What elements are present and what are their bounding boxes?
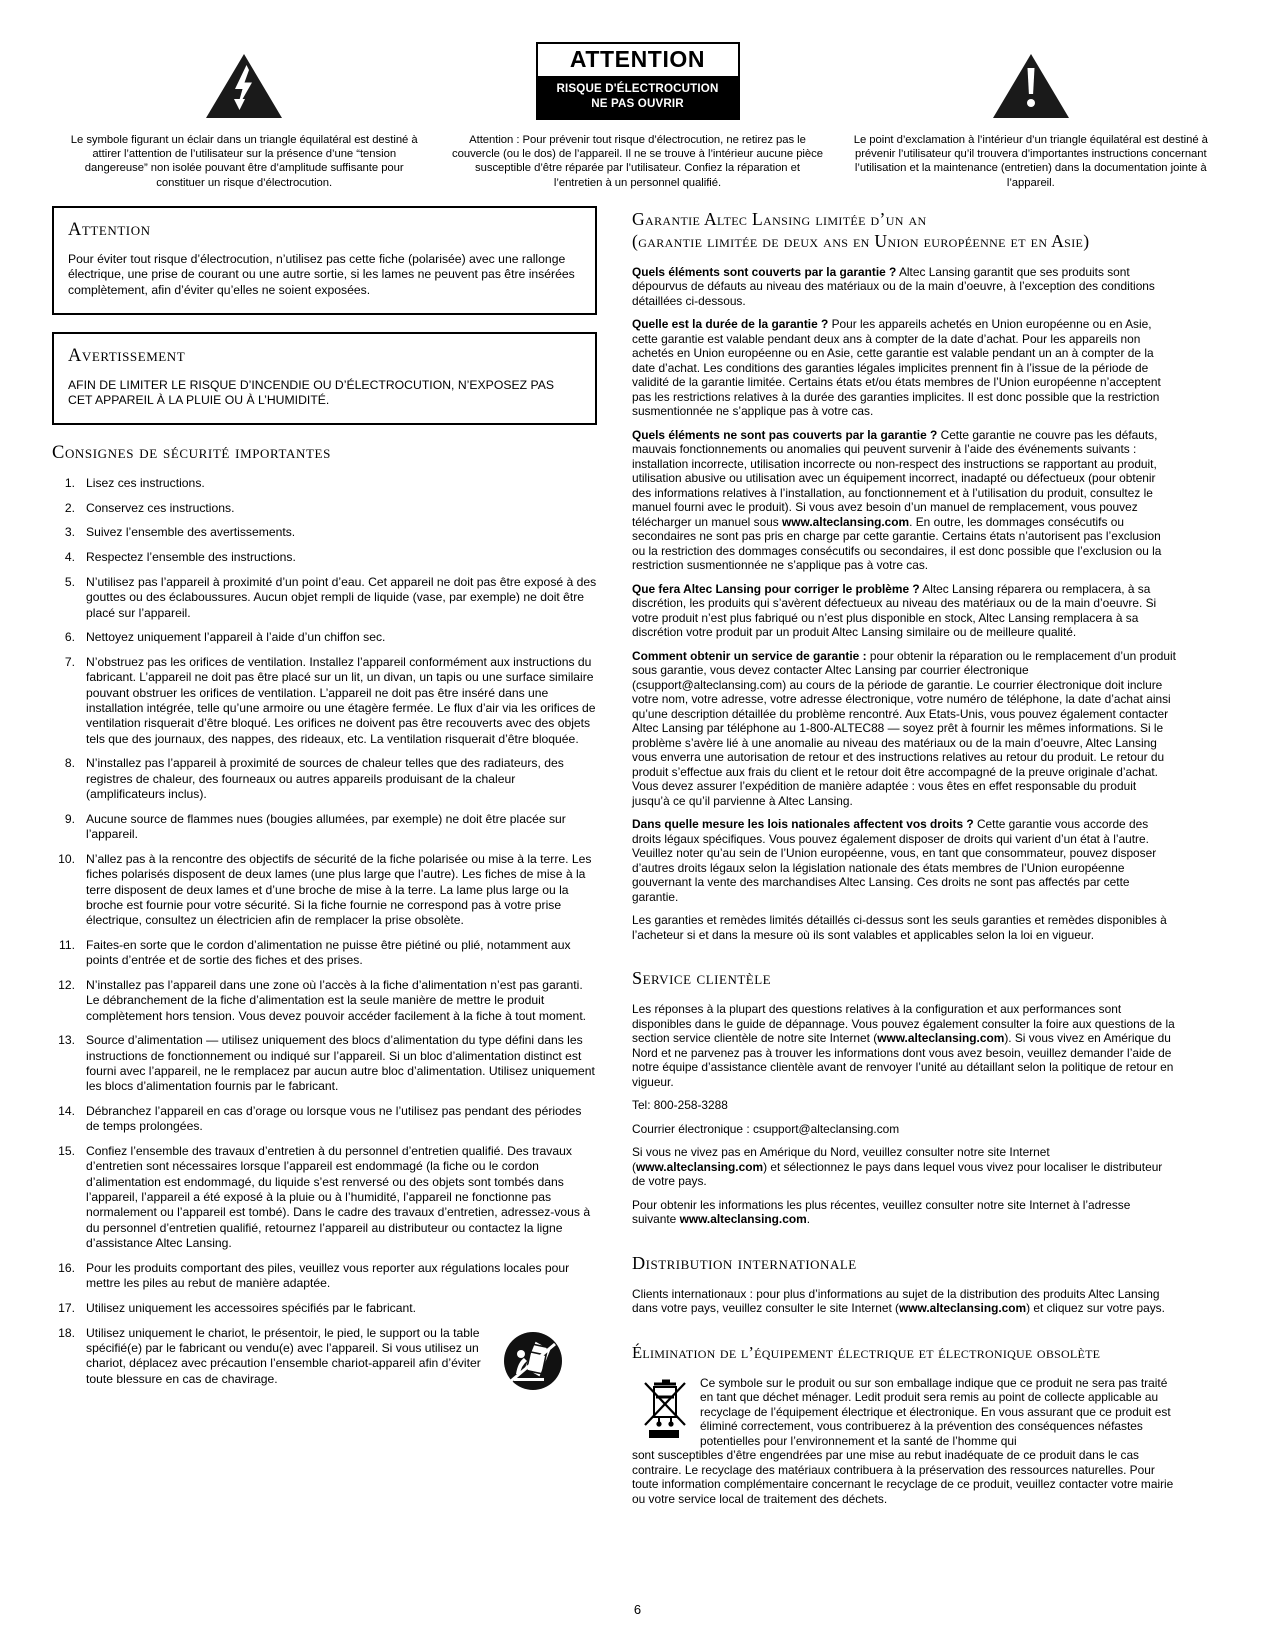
safety-list-item (52, 630, 597, 645)
weee-block (632, 1376, 1177, 1449)
safety-item-text: Confiez l’ensemble des travaux d’entretien à du personnel d’entretien qualifié. Des travaux d’entretien sont nécessaires lorsque l’appareil est endommagé (la fiche ou le cordon d’alimentation est endommagé, du liquide s’est renversé ou des objets sont tombés dans l’appareil, l’appareil a été exposé à la pluie ou à l’humidité, l’appareil ne fonctionne pas normalement ou l’appareil est tombé). Dans le cadre des travaux d’entretien, adressez-vous à du personnel d’entretien qualifié, retournez l’appareil au distributeur ou contactez la ligne d’assistance Altec Lansing. (86, 1144, 591, 1250)
warranty-paragraph-lead: Comment obtenir un service de garantie : (632, 648, 867, 663)
safety-list-item (52, 1104, 597, 1135)
warranty-paragraph (632, 265, 1177, 309)
cs-text-b: ). Si vous vivez en Amérique du Nord et ne parvenez pas à trouver les informations dont vous avez besoin, veuillez demander l’aide de notre équipe d’assistance clientèle avant de renvoyer l’unité au détaillant selon la politique de retour en vigueur. (632, 1031, 1174, 1089)
section-spacer-2 (632, 1236, 1177, 1253)
safety-item-number: 4. (64, 550, 75, 565)
safety-item-text: Conservez ces instructions. (86, 500, 235, 515)
safety-item-number: 11. (59, 937, 75, 952)
safety-item-number: 1. (64, 475, 75, 490)
dist-website: www.alteclansing.com (899, 1301, 1027, 1316)
customer-service-phone: Tel: 800-258-3288 (632, 1098, 728, 1113)
safety-item-number: 12. (58, 978, 75, 992)
safety-item-number: 18. (58, 1325, 75, 1340)
safety-item-number: 6. (64, 630, 75, 645)
dist-a: Clients internationaux : pour plus d’informations au sujet de la distribution des produits Altec Lansing dans votre pays, veuillez consulter le site Internet ( (632, 1286, 1160, 1316)
safety-item-number: 15. (58, 1144, 75, 1159)
warranty-paragraph-text: Altec Lansing garantit que ses produits sont dépourvus de défauts au niveau des matériaux ou de la main d’oeuvre, à l’exception des conditions détaillées ci-dessous. (632, 264, 1155, 308)
exclamation-mark-in-triangle-icon (992, 42, 1070, 120)
safety-item-number: 8. (64, 756, 75, 771)
safety-list-item (52, 476, 597, 491)
section-spacer-3 (632, 1325, 1177, 1342)
safety-item-text: Débranchez l’appareil en cas d’orage ou lorsque vous ne l’utilisez pas pendant des périodes de temps prolongées. (86, 1104, 582, 1134)
safety-item-text: N’installez pas l’appareil à proximité de sources de chaleur telles que des radiateurs, des registres de chaleur, des fourneaux ou autres appareils produisant de la chaleur (amplificateurs inclus). (86, 756, 564, 802)
page-number: 6 (633, 1602, 642, 1617)
lightning-symbol-caption: Le symbole figurant un éclair dans un triangle équilatéral est destiné à attirer l’attention de l’utilisateur sur la présence d’une “tension dangereuse” non isolée pouvant être d’amplitude suffisante pour constituer un risque d’électrocution. (70, 134, 418, 189)
cs-website-3: www.alteclansing.com (679, 1212, 807, 1227)
crossed-out-wheelie-bin-icon (640, 1377, 692, 1441)
warranty-paragraph (632, 817, 1177, 904)
warranty-paragraph-text: Pour les appareils achetés en Union européenne ou en Asie, cette garantie est valable pendant deux ans à compter de la date d’achat. Pour les appareils non achetés en Union européenne ou en Asie, cette garantie est valable pendant un an à compter de la date d’achat. Les conditions des garanties légales implicites prennent fin à l’issue de la période de validité de la garantie limitée. Certains états et/ou états membres de l’Union européenne n’acceptent pas les restrictions relatives à la durée des garanties implicites. Il est donc possible que la restriction susmentionnée ne s’applique pas à votre cas. (632, 317, 1161, 419)
warranty-paragraph-lead: Quels éléments ne sont pas couverts par la garantie ? (632, 427, 938, 442)
weee-text-continued: sont susceptibles d’être engendrées par une mise au rebut inadéquate de ce produit dans le cas contraire. Le recyclage des matériaux contribuera à la préservation des ressources naturelles. Pour toute information complémentaire concernant le recyclage de ce produit, veuillez contacter votre mairie ou votre service local de traitement des déchets. (632, 1448, 1174, 1506)
safety-item-text: Aucune source de flammes nues (bougies allumées, par exemple) ne doit être placée sur l’appareil. (86, 811, 566, 842)
safety-item-text: Source d’alimentation — utilisez uniquement des blocs d’alimentation du type défini dans les instructions de fonctionnement ou indiqué sur l’appareil. Si un bloc d’alimentation distinct est fourni avec l’appareil, ne le remplacez par aucun autre bloc d’alimentation. Utilisez uniquement les blocs d’alimentation fournis par le fabricant. (86, 1033, 595, 1094)
warning-notice-heading: Avertissement (68, 345, 186, 366)
safety-list-item (52, 1301, 597, 1316)
safety-item-number: 7. (64, 655, 75, 670)
warranty-title (632, 208, 1177, 253)
international-distribution-heading: Distribution internationale (632, 1252, 857, 1273)
safety-item-text: Utilisez uniquement les accessoires spécifiés par le fabricant. (86, 1300, 416, 1315)
cs-latest-b: . (806, 1212, 810, 1227)
safety-instructions-heading: Consignes de sécurité importantes (52, 442, 331, 463)
cs-website-1: www.alteclansing.com (877, 1031, 1005, 1046)
warranty-paragraph-lead: Quels éléments sont couverts par la garantie ? (632, 264, 897, 279)
exclamation-symbol-caption: Le point d’exclamation à l’intérieur d’un triangle équilatéral est destiné à prévenir l’utilisateur qu’il trouvera d’importantes instructions concernant l’utilisation et la maintenance (entretien) dans la documentation jointe à l’appareil. (853, 134, 1208, 189)
safety-item-text: Nettoyez uniquement l’appareil à l’aide d’un chiffon sec. (86, 630, 386, 645)
customer-service-email: Courrier électronique : csupport@alteclansing.com (632, 1121, 900, 1136)
attention-plate-subtitle-line2: NE PAS OUVRIR (591, 96, 684, 110)
warranty-paragraph (632, 317, 1177, 419)
warranty-paragraph-text: Cette garantie vous accorde des droits légaux spécifiques. Vous pouvez également disposer de droits qui varient d’un état à l’autre. Veuillez noter qu’au sein de l’Union européenne, vous, en tant que consommateur, pouvez disposer d’autres droits légaux selon la législation nationale des états membres de l’Union européenne gouvernant la vente des marchandises Altec Lansing. Ces droits ne sont pas affectés par cette garantie. (632, 817, 1157, 904)
customer-service-intl-paragraph (632, 1145, 1177, 1189)
safety-item-text: Utilisez uniquement le chariot, le présentoir, le pied, le support ou la table spécifié(e) par le fabricant ou vendu(e) avec l’appareil. Si vous utilisez un chariot, déplacez avec précaution l’ensemble chariot-appareil afin d’éviter toute blessure en cas de chavirage. (86, 1325, 481, 1386)
safety-item-text: Suivez l’ensemble des avertissements. (86, 525, 296, 540)
warranty-paragraph-lead: Dans quelle mesure les lois nationales affectent vos droits ? (632, 817, 974, 832)
safety-item-text: Faites-en sorte que le cordon d’alimentation ne puisse être piétiné ou plié, notamment aux points d’entrée et de sortie des fiches et des prises. (86, 937, 571, 968)
cart-tipping-warning-icon (502, 1330, 564, 1392)
warranty-paragraph-text: Les garanties et remèdes limités détaillés ci-dessus sont les seuls garanties et remèdes disponibles à l’acheteur si et dans la mesure où ils sont valables et applicables selon la loi en vigueur. (632, 913, 1167, 942)
customer-service-latest-info (632, 1198, 1177, 1227)
safety-item-text: Pour les produits comportant des piles, veuillez vous reporter aux régulations locales pour mettre les piles au rebut de manière adaptée. (86, 1260, 570, 1291)
exclamation-symbol-block (839, 42, 1223, 190)
safety-list-item (52, 1326, 597, 1387)
safety-instructions-list (52, 476, 597, 1387)
attention-plate-caption: Attention : Pour prévenir tout risque d’électrocution, ne retirez pas le couvercle (ou le dos) de l’appareil. Il ne se trouve à l’intérieur aucune pièce susceptible d’être réparée par l’utilisateur. Confiez la réparation et l’entretien à un personnel qualifié. (452, 134, 823, 189)
safety-item-text: N’allez pas à la rencontre des objectifs de sécurité de la fiche polarisée ou mise à la terre. Les fiches polarisés disposent de deux lames (une plus large que l’autre). Les fiches de mise à la terre disposent de deux lames et d’une broche de mise à la terre. La lame plus large ou la broche est fournie pour votre sécurité. Si la fiche fournie ne correspond pas à votre prise électrique, consultez un électricien afin de remplacer la prise obsolète. (86, 851, 592, 928)
safety-item-number: 16. (58, 1260, 75, 1275)
safety-item-number: 10. (58, 851, 75, 866)
lightning-bolt-in-triangle-icon (205, 42, 283, 120)
attention-plate-subtitle (538, 76, 738, 118)
safety-item-number: 2. (64, 500, 75, 515)
safety-list-item (52, 812, 597, 843)
safety-list-item (52, 501, 597, 516)
safety-item-text: N’installez pas l’appareil dans une zone où l’accès à la fiche d’alimentation n’est pas garanti. Le débranchement de la fiche d’alimentation est la seule manière de mettre le produit complètement hors tension. Vous devez pouvoir accéder facilement à la fiche à tout moment. (86, 978, 587, 1023)
safety-list-item (52, 978, 597, 1024)
safety-item-number: 3. (64, 525, 75, 540)
safety-item-text: Lisez ces instructions. (86, 475, 205, 490)
safety-list-item (52, 575, 597, 621)
safety-symbol-band (0, 0, 1275, 190)
right-column (632, 206, 1177, 1507)
safety-item-number: 17. (58, 1300, 75, 1315)
safety-item-text: N’utilisez pas l’appareil à proximité d’un point d’eau. Cet appareil ne doit pas être exposé à des gouttes ou des éclaboussures. Aucun objet rempli de liquide (vase, par exemple) ne doit être placé sur l’appareil. (86, 574, 597, 620)
safety-list-item (52, 756, 597, 802)
warranty-paragraph-text-cont: . En outre, les dommages consécutifs ou secondaires ne sont pas pris en charge par cette garantie. Certains états n’autorisent pas l’exclusion ou la restriction des dommages consécutifs ou secondaires, il est donc possible que l’exclusion ou la restriction susmentionnée ne s’applique pas à votre cas. (632, 514, 1162, 573)
warning-notice-box (52, 332, 597, 425)
weee-text-indented: Ce symbole sur le produit ou sur son emballage indique que ce produit ne sera pas traité en tant que déchet ménager. Ledit produit sera remis au point de collecte applicable au recyclage de l’équipement électrique et électronique. En vous assurant que ce produit est éliminé correctement, vous contribuerez à la prévention des conséquences néfastes potentielles pour l’environnement et la santé de l’homme qui (700, 1375, 1171, 1448)
warranty-paragraph (632, 649, 1177, 809)
cs-latest-a: Pour obtenir les informations les plus récentes, veuillez consulter notre site Internet à l’adresse suivante (632, 1197, 1131, 1227)
weee-disposal-heading: Élimination de l’équipement électrique et électronique obsolète (632, 1342, 1101, 1362)
content-columns (0, 190, 1275, 1507)
warranty-paragraph (632, 428, 1177, 573)
warranty-paragraph (632, 582, 1177, 640)
attention-plate-block (436, 42, 838, 190)
warranty-title-line2: (garantie limitée de deux ans en Union européenne et en Asie) (632, 231, 1090, 252)
safety-item-number: 5. (64, 574, 75, 589)
safety-list-item (52, 525, 597, 540)
safety-list-item (52, 550, 597, 565)
customer-service-heading: Service clientèle (632, 968, 772, 989)
safety-list-item (52, 1144, 597, 1251)
safety-list-item (52, 1033, 597, 1094)
safety-list-item (52, 938, 597, 969)
cs-website-2: www.alteclansing.com (635, 1159, 764, 1174)
international-distribution-paragraph (632, 1287, 1177, 1316)
safety-list-item (52, 852, 597, 928)
safety-item-number: 13. (58, 1033, 75, 1048)
warranty-paragraph-lead: Que fera Altec Lansing pour corriger le problème ? (632, 581, 920, 596)
warranty-title-line1: Garantie Altec Lansing limitée d’un an (632, 208, 927, 229)
warranty-paragraphs (632, 265, 1177, 943)
lightning-symbol-block (52, 42, 436, 190)
safety-item-number: 9. (64, 811, 75, 826)
attention-notice-box (52, 206, 597, 315)
cs-intl-b: ) et sélectionnez le pays dans lequel vous vivez pour localiser le distributeur de votre pays. (632, 1159, 1163, 1189)
safety-item-text: Respectez l’ensemble des instructions. (86, 550, 296, 565)
cs-text-a: Les réponses à la plupart des questions relatives à la configuration et aux performances sont disponibles dans le guide de dépannage. Vous pouvez également consulter la foire aux questions de la section service clientèle de notre site Internet ( (632, 1002, 1175, 1046)
warranty-paragraph-text: pour obtenir la réparation ou le remplacement d’un produit sous garantie, vous devez contacter Altec Lansing par courrier électronique (csupport@alteclansing.com) au cours de la période de garantie. Le courrier électronique doit inclure votre nom, votre adresse, votre adresse électronique, votre numéro de téléphone, la date d’achat ainsi qu’une description détaillée du problème rencontré. Aux Etats-Unis, vous pouvez également contacter Altec Lansing par téléphone au 1-800-ALTEC88 — soyez prêt à fournir les mêmes informations. Si le problème s’avère lié à une anomalie au niveau des matériaux ou de la main d’oeuvre, Altec Lansing vous enverra une autorisation de retour et des instructions relatives au retour du produit. Le retour du produit s’effectue aux frais du client et le retour doit être accompagné de la preuve originale d’achat. Vous devez assurer l’expédition de manière adaptée : vous êtes en effet responsable du produit jusqu’à ce qu’il parvienne à Altec Lansing. (632, 648, 1176, 808)
warning-notice-body: AFIN DE LIMITER LE RISQUE D’INCENDIE OU D’ÉLECTROCUTION, N’EXPOSEZ PAS CET APPAREIL À LA PLUIE OU À L’HUMIDITÉ. (68, 377, 555, 408)
warranty-paragraph-text: Altec Lansing réparera ou remplacera, à sa discrétion, les produits qui s’avèrent défectueux au niveau des matériaux ou de la main d’oeuvre. Si votre produit n’est plus fabriqué ou n’est plus disponible en stock, Altec Lansing remplacera à sa discrétion votre produit par un produit Altec Lansing similaire ou de meilleure qualité. (632, 581, 1157, 640)
warranty-paragraph-lead: Quelle est la durée de la garantie ? (632, 317, 829, 332)
safety-list-item (52, 655, 597, 747)
attention-plate-subtitle-line1: RISQUE D'ÉLECTROCUTION (556, 82, 719, 95)
safety-item-number: 14. (58, 1104, 75, 1119)
safety-item-text: N’obstruez pas les orifices de ventilation. Installez l’appareil conformément aux instructions du fabricant. L’appareil ne doit pas être placé sur un lit, un divan, un tapis ou une surface similaire pouvant obstruer les orifices de ventilation. L’appareil ne doit pas être inséré dans une installation intégrée, telle qu’une armoire ou une étagère fermée. Le flux d’air via les orifices de ventilation risquerait d’être bloqué. Les orifices ne doivent pas être recouverts avec des objets tels que des journaux, des nappes, des rideaux, etc. La ventilation risquerait d’être bloquée. (86, 655, 596, 746)
attention-notice-heading: Attention (68, 219, 151, 240)
attention-notice-body: Pour éviter tout risque d’électrocution, n’utilisez pas cette fiche (polarisée) avec une rallonge électrique, une prise de courant ou une autre sortie, si les lames ne peuvent pas être insérées complètement, afin d’éviter qu’elles ne soient exposées. (68, 251, 575, 297)
warranty-website: www.alteclansing.com (782, 514, 910, 529)
dist-b: ) et cliquez sur votre pays. (1026, 1301, 1165, 1316)
warranty-paragraph-text: Cette garantie ne couvre pas les défauts, mauvais fonctionnements ou anomalies qui peuvent survenir à l’aide des événements suivants : installation incorrecte, utilisation incorrecte ou non-respect des instructions se rapportant au produit, utilisation abusive ou utilisation avec un équipement incorrect, inadapté ou défectueux (pour obtenir des informations relatives à l’installation, au fonctionnement et à l’utilisation du produit, consultez le manuel fourni avec le produit). Si vous avez besoin d’un manuel de remplacement, vous pouvez télécharger un manuel sous (632, 427, 1158, 529)
cs-intl-a: Si vous ne vivez pas en Amérique du Nord, veuillez consulter notre site Internet ( (632, 1145, 1050, 1174)
section-spacer-1 (632, 951, 1177, 968)
left-column (52, 206, 597, 1397)
safety-list-item (52, 1261, 597, 1292)
attention-plate (536, 42, 740, 120)
customer-service-paragraph (632, 1002, 1177, 1089)
attention-plate-title: ATTENTION (569, 46, 706, 72)
warranty-paragraph (632, 913, 1177, 942)
